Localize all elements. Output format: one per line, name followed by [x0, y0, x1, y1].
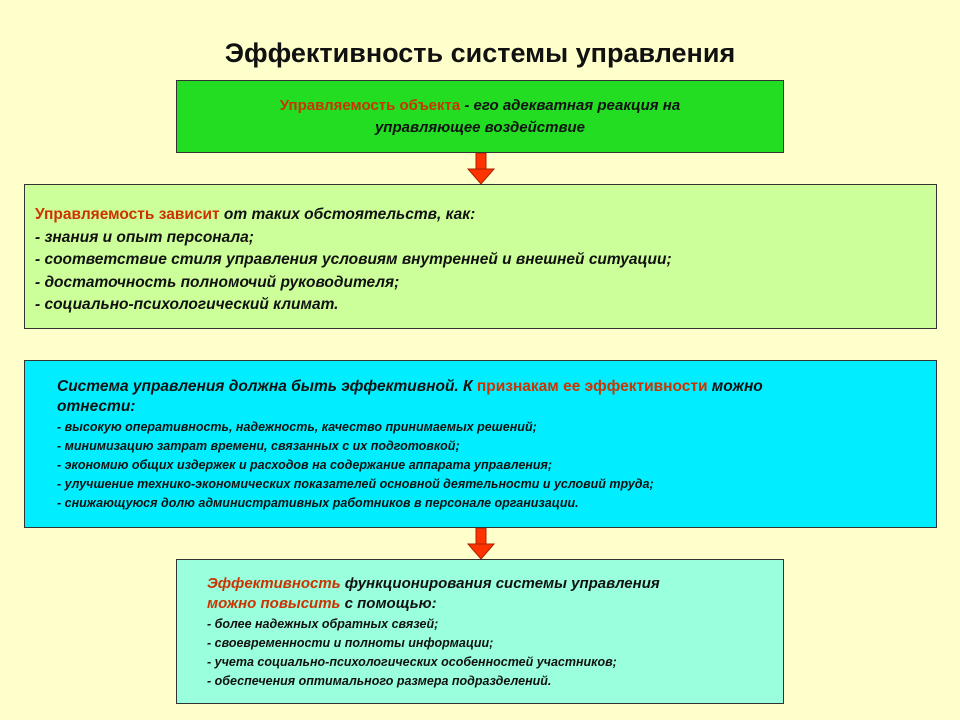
list-item: - улучшение технико-экономических показателей основной деятельности и условий труда;	[57, 477, 654, 491]
list-item: - социально-психологический климат.	[35, 296, 339, 313]
efficiency-improvement-box	[176, 559, 784, 704]
improvement-lead-a: функционирования системы управления	[340, 575, 660, 592]
list-item: - более надежных обратных связей;	[207, 617, 439, 631]
controllability-definition-box	[176, 80, 784, 153]
controllability-definition-line1	[177, 95, 783, 117]
page-title: Эффективность системы управления	[224, 38, 736, 68]
factors-lead	[35, 204, 936, 227]
improvement-lead-b: с помощью:	[340, 595, 437, 612]
controllability-definition-text: - его адекватная реакция на	[460, 97, 681, 114]
improvement-list	[207, 615, 783, 691]
criteria-lead	[57, 377, 936, 417]
criteria-lead-c: отнести:	[57, 398, 136, 415]
list-item: - учета социально-психологических особенностей участников;	[207, 655, 617, 669]
list-item: - знания и опыт персонала;	[35, 228, 254, 246]
list-item: - минимизацию затрат времени, связанных с их подготовкой;	[57, 439, 460, 453]
criteria-list	[57, 418, 936, 513]
factors-lead-text: от таких обстоятельств, как:	[219, 206, 476, 223]
factors-term: Управляемость зависит	[35, 206, 220, 223]
criteria-lead-a: Система управления должна быть эффективной. К	[57, 378, 477, 395]
list-item: - экономию общих издержек и расходов на содержание аппарата управления;	[57, 458, 553, 472]
controllability-term: Управляемость объекта	[279, 97, 461, 114]
list-item: - снижающуюся долю административных работников в персонале организации.	[57, 496, 579, 510]
list-item: - соответствие стиля управления условиям внутренней и внешней ситуации;	[35, 251, 672, 268]
controllability-definition-line2: управляющее воздействие	[374, 119, 586, 136]
list-item: - своевременности и полноты информации;	[207, 636, 494, 650]
efficiency-criteria-box	[24, 360, 937, 528]
criteria-term: признакам ее эффективности	[476, 378, 708, 395]
list-item: - достаточность полномочий руководителя;	[35, 273, 400, 291]
improvement-lead	[207, 574, 783, 614]
criteria-lead-b: можно	[707, 378, 763, 395]
list-item: - обеспечения оптимального размера подразделений.	[207, 674, 552, 688]
list-item: - высокую оперативность, надежность, качество принимаемых решений;	[57, 420, 537, 434]
controllability-factors-box	[24, 184, 937, 329]
down-arrow-icon	[467, 153, 495, 185]
factors-list	[35, 227, 936, 317]
down-arrow-icon	[467, 528, 495, 560]
improvement-term2: можно повысить	[207, 595, 341, 612]
improvement-term1: Эффективность	[207, 575, 341, 592]
